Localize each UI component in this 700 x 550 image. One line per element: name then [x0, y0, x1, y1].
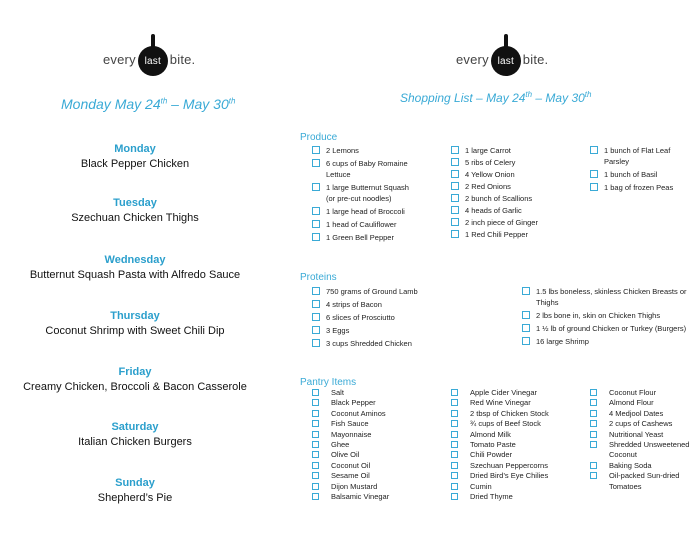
pantry-list-col1	[312, 388, 437, 502]
pantry-heading: Pantry Items	[300, 377, 357, 388]
produce-list-col1	[312, 145, 417, 243]
list-item[interactable]: 1 large Butternut Squash (or pre-cut noodles)	[312, 182, 417, 204]
checkbox[interactable]	[590, 170, 598, 178]
list-item[interactable]: Ghee	[312, 440, 437, 450]
checkbox[interactable]	[590, 389, 597, 396]
produce-list-col3	[590, 145, 685, 193]
checkbox[interactable]	[451, 441, 458, 448]
checkbox[interactable]	[312, 313, 320, 321]
brand-text-bite: bite.	[169, 51, 196, 67]
checkbox[interactable]	[590, 410, 597, 417]
list-item[interactable]: 2 inch piece of Ginger	[451, 217, 561, 228]
list-item[interactable]: 1 ½ lb of ground Chicken or Turkey (Burgers)	[522, 323, 687, 334]
list-item[interactable]: 2 Lemons	[312, 145, 417, 156]
pantry-list-col2	[451, 388, 586, 502]
checkbox[interactable]	[312, 410, 319, 417]
menu-title: Monday May 24th – May 30th	[61, 96, 236, 112]
checkbox[interactable]	[451, 182, 459, 190]
checkbox[interactable]	[451, 410, 458, 417]
day-name: Thursday	[110, 310, 160, 322]
list-item[interactable]: 1 bunch of Flat Leaf Parsley	[590, 145, 685, 167]
brand-text-every: every	[103, 51, 136, 67]
checkbox[interactable]	[522, 311, 530, 319]
checkbox[interactable]	[451, 194, 459, 202]
list-item[interactable]: 1 Green Bell Pepper	[312, 232, 417, 243]
checkbox[interactable]	[451, 462, 458, 469]
checkbox[interactable]	[451, 146, 459, 154]
checkbox[interactable]	[451, 493, 458, 500]
list-item[interactable]: Balsamic Vinegar	[312, 492, 437, 502]
day-name: Friday	[118, 366, 152, 378]
checkbox[interactable]	[312, 183, 320, 191]
list-item[interactable]: Dried Thyme	[451, 492, 586, 502]
checkbox[interactable]	[451, 451, 458, 458]
day-name: Sunday	[115, 477, 155, 489]
checkbox[interactable]	[312, 431, 319, 438]
list-item[interactable]: Apple Cider Vinegar	[451, 388, 586, 398]
shopping-list-title: Shopping List – May 24th – May 30th	[400, 90, 592, 105]
checkbox[interactable]	[312, 483, 319, 490]
list-item[interactable]: Baking Soda	[590, 461, 690, 471]
list-item[interactable]: 1 Red Chili Pepper	[451, 229, 561, 240]
list-item[interactable]: 1 head of Cauliflower	[312, 219, 417, 230]
list-item[interactable]: 2 lbs bone in, skin on Chicken Thighs	[522, 310, 687, 321]
list-item[interactable]: 3 Eggs	[312, 325, 492, 336]
list-item[interactable]: 4 heads of Garlic	[451, 205, 561, 216]
list-item[interactable]: Almond Milk	[451, 430, 586, 440]
checkbox[interactable]	[312, 462, 319, 469]
list-item[interactable]: ¾ cups of Beef Stock	[451, 419, 586, 429]
checkbox[interactable]	[312, 233, 320, 241]
list-item[interactable]: Oil-packed Sun-dried Tomatoes	[590, 471, 690, 492]
list-item[interactable]: Fish Sauce	[312, 419, 437, 429]
list-item[interactable]: 4 Yellow Onion	[451, 169, 561, 180]
checkbox[interactable]	[451, 483, 458, 490]
checkbox[interactable]	[312, 207, 320, 215]
checkbox[interactable]	[590, 441, 597, 448]
checkbox[interactable]	[312, 441, 319, 448]
checkbox[interactable]	[522, 337, 530, 345]
list-item[interactable]: 6 cups of Baby Romaine Lettuce	[312, 158, 417, 180]
produce-heading: Produce	[300, 132, 338, 143]
checkbox[interactable]	[312, 472, 319, 479]
list-item[interactable]: 1 bag of frozen Peas	[590, 182, 685, 193]
list-item[interactable]: 4 strips of Bacon	[312, 299, 492, 310]
day-name: Monday	[114, 143, 156, 155]
day-name: Saturday	[111, 421, 159, 433]
menu-day	[20, 143, 250, 170]
menu-day	[20, 310, 250, 337]
list-item[interactable]: Mayonnaise	[312, 430, 437, 440]
checkbox[interactable]	[451, 218, 459, 226]
checkbox[interactable]	[590, 146, 598, 154]
meal-name: Szechuan Chicken Thighs	[71, 212, 199, 224]
day-name: Tuesday	[113, 197, 157, 209]
list-item[interactable]: Coconut Aminos	[312, 409, 437, 419]
checkbox[interactable]	[590, 399, 597, 406]
menu-day	[20, 477, 250, 504]
list-item[interactable]: Chili Powder	[451, 450, 586, 460]
menu-day	[20, 366, 250, 393]
checkbox[interactable]	[451, 399, 458, 406]
list-item[interactable]: Dijon Mustard	[312, 482, 437, 492]
checkbox[interactable]	[451, 472, 458, 479]
meal-name: Italian Chicken Burgers	[78, 436, 192, 448]
meal-name: Coconut Shrimp with Sweet Chili Dip	[45, 325, 225, 337]
checkbox[interactable]	[312, 451, 319, 458]
checkbox[interactable]	[590, 183, 598, 191]
meal-name: Black Pepper Chicken	[80, 158, 190, 170]
pantry-list-col3	[590, 388, 690, 492]
list-item[interactable]: 1 large head of Broccoli	[312, 206, 417, 217]
brand-logo-right	[456, 44, 548, 74]
list-item[interactable]: 5 ribs of Celery	[451, 157, 561, 168]
checkbox[interactable]	[312, 339, 320, 347]
list-item[interactable]: Salt	[312, 388, 437, 398]
list-item[interactable]: 1 bunch of Basil	[590, 169, 685, 180]
checkbox[interactable]	[451, 420, 458, 427]
produce-list-col2	[451, 145, 561, 240]
list-item[interactable]: 4 Medjool Dates	[590, 409, 690, 419]
checkbox[interactable]	[451, 158, 459, 166]
list-item[interactable]: 16 large Shrimp	[522, 336, 687, 347]
list-item[interactable]: Olive Oil	[312, 450, 437, 460]
list-item[interactable]: 3 cups Shredded Chicken	[312, 338, 492, 349]
day-name: Wednesday	[104, 254, 166, 266]
checkbox[interactable]	[312, 146, 320, 154]
proteins-heading: Proteins	[300, 272, 337, 283]
checkbox[interactable]	[312, 389, 319, 396]
checkbox[interactable]	[312, 399, 319, 406]
list-item[interactable]: Almond Flour	[590, 398, 690, 408]
list-item[interactable]: 1.5 lbs boneless, skinless Chicken Breasts or Thighs	[522, 286, 687, 308]
checkbox[interactable]	[312, 159, 320, 167]
list-item[interactable]: Szechuan Peppercorns	[451, 461, 586, 471]
checkbox[interactable]	[451, 431, 458, 438]
checkbox[interactable]	[312, 326, 320, 334]
list-item[interactable]: Shredded Unsweetened Coconut	[590, 440, 690, 461]
list-item[interactable]: Dried Bird’s Eye Chilies	[451, 471, 586, 481]
checkbox[interactable]	[312, 220, 320, 228]
menu-day	[20, 254, 250, 281]
brand-text-last: last	[497, 56, 514, 67]
list-item[interactable]: Tomato Paste	[451, 440, 586, 450]
brand-text-every: every	[456, 51, 489, 67]
checkbox[interactable]	[522, 287, 530, 295]
list-item[interactable]: Sesame Oil	[312, 471, 437, 481]
meal-name: Shepherd’s Pie	[97, 492, 173, 504]
checkbox[interactable]	[312, 420, 319, 427]
brand-text-bite: bite.	[522, 51, 549, 67]
list-item[interactable]: Coconut Oil	[312, 461, 437, 471]
list-item[interactable]: Nutritional Yeast	[590, 430, 690, 440]
checkbox[interactable]	[590, 472, 597, 479]
skillet-icon	[138, 44, 168, 74]
list-item[interactable]: Red Wine Vinegar	[451, 398, 586, 408]
checkbox[interactable]	[312, 300, 320, 308]
list-item[interactable]: Coconut Flour	[590, 388, 690, 398]
brand-text-last: last	[144, 56, 161, 67]
list-item[interactable]: 6 slices of Prosciutto	[312, 312, 492, 323]
list-item[interactable]: Cumin	[451, 482, 586, 492]
checkbox[interactable]	[590, 462, 597, 469]
proteins-list-col2	[522, 286, 687, 347]
list-item[interactable]: 2 tbsp of Chicken Stock	[451, 409, 586, 419]
checkbox[interactable]	[522, 324, 530, 332]
checkbox[interactable]	[312, 287, 320, 295]
list-item[interactable]: 2 cups of Cashews	[590, 419, 690, 429]
skillet-icon	[491, 44, 521, 74]
list-item[interactable]: 750 grams of Ground Lamb	[312, 286, 492, 297]
menu-day	[20, 197, 250, 224]
meal-name: Butternut Squash Pasta with Alfredo Sauce	[29, 269, 241, 281]
checkbox[interactable]	[451, 389, 458, 396]
checkbox[interactable]	[451, 230, 459, 238]
menu-day	[20, 421, 250, 448]
list-item[interactable]: 2 Red Onions	[451, 181, 561, 192]
list-item[interactable]: 1 large Carrot	[451, 145, 561, 156]
checkbox[interactable]	[451, 206, 459, 214]
list-item[interactable]: 2 bunch of Scallions	[451, 193, 561, 204]
checkbox[interactable]	[590, 431, 597, 438]
brand-logo-left	[103, 44, 195, 74]
checkbox[interactable]	[312, 493, 319, 500]
checkbox[interactable]	[451, 170, 459, 178]
list-item[interactable]: Black Pepper	[312, 398, 437, 408]
meal-name: Creamy Chicken, Broccoli & Bacon Casserole	[23, 381, 247, 393]
proteins-list-col1	[312, 286, 492, 349]
checkbox[interactable]	[590, 420, 597, 427]
